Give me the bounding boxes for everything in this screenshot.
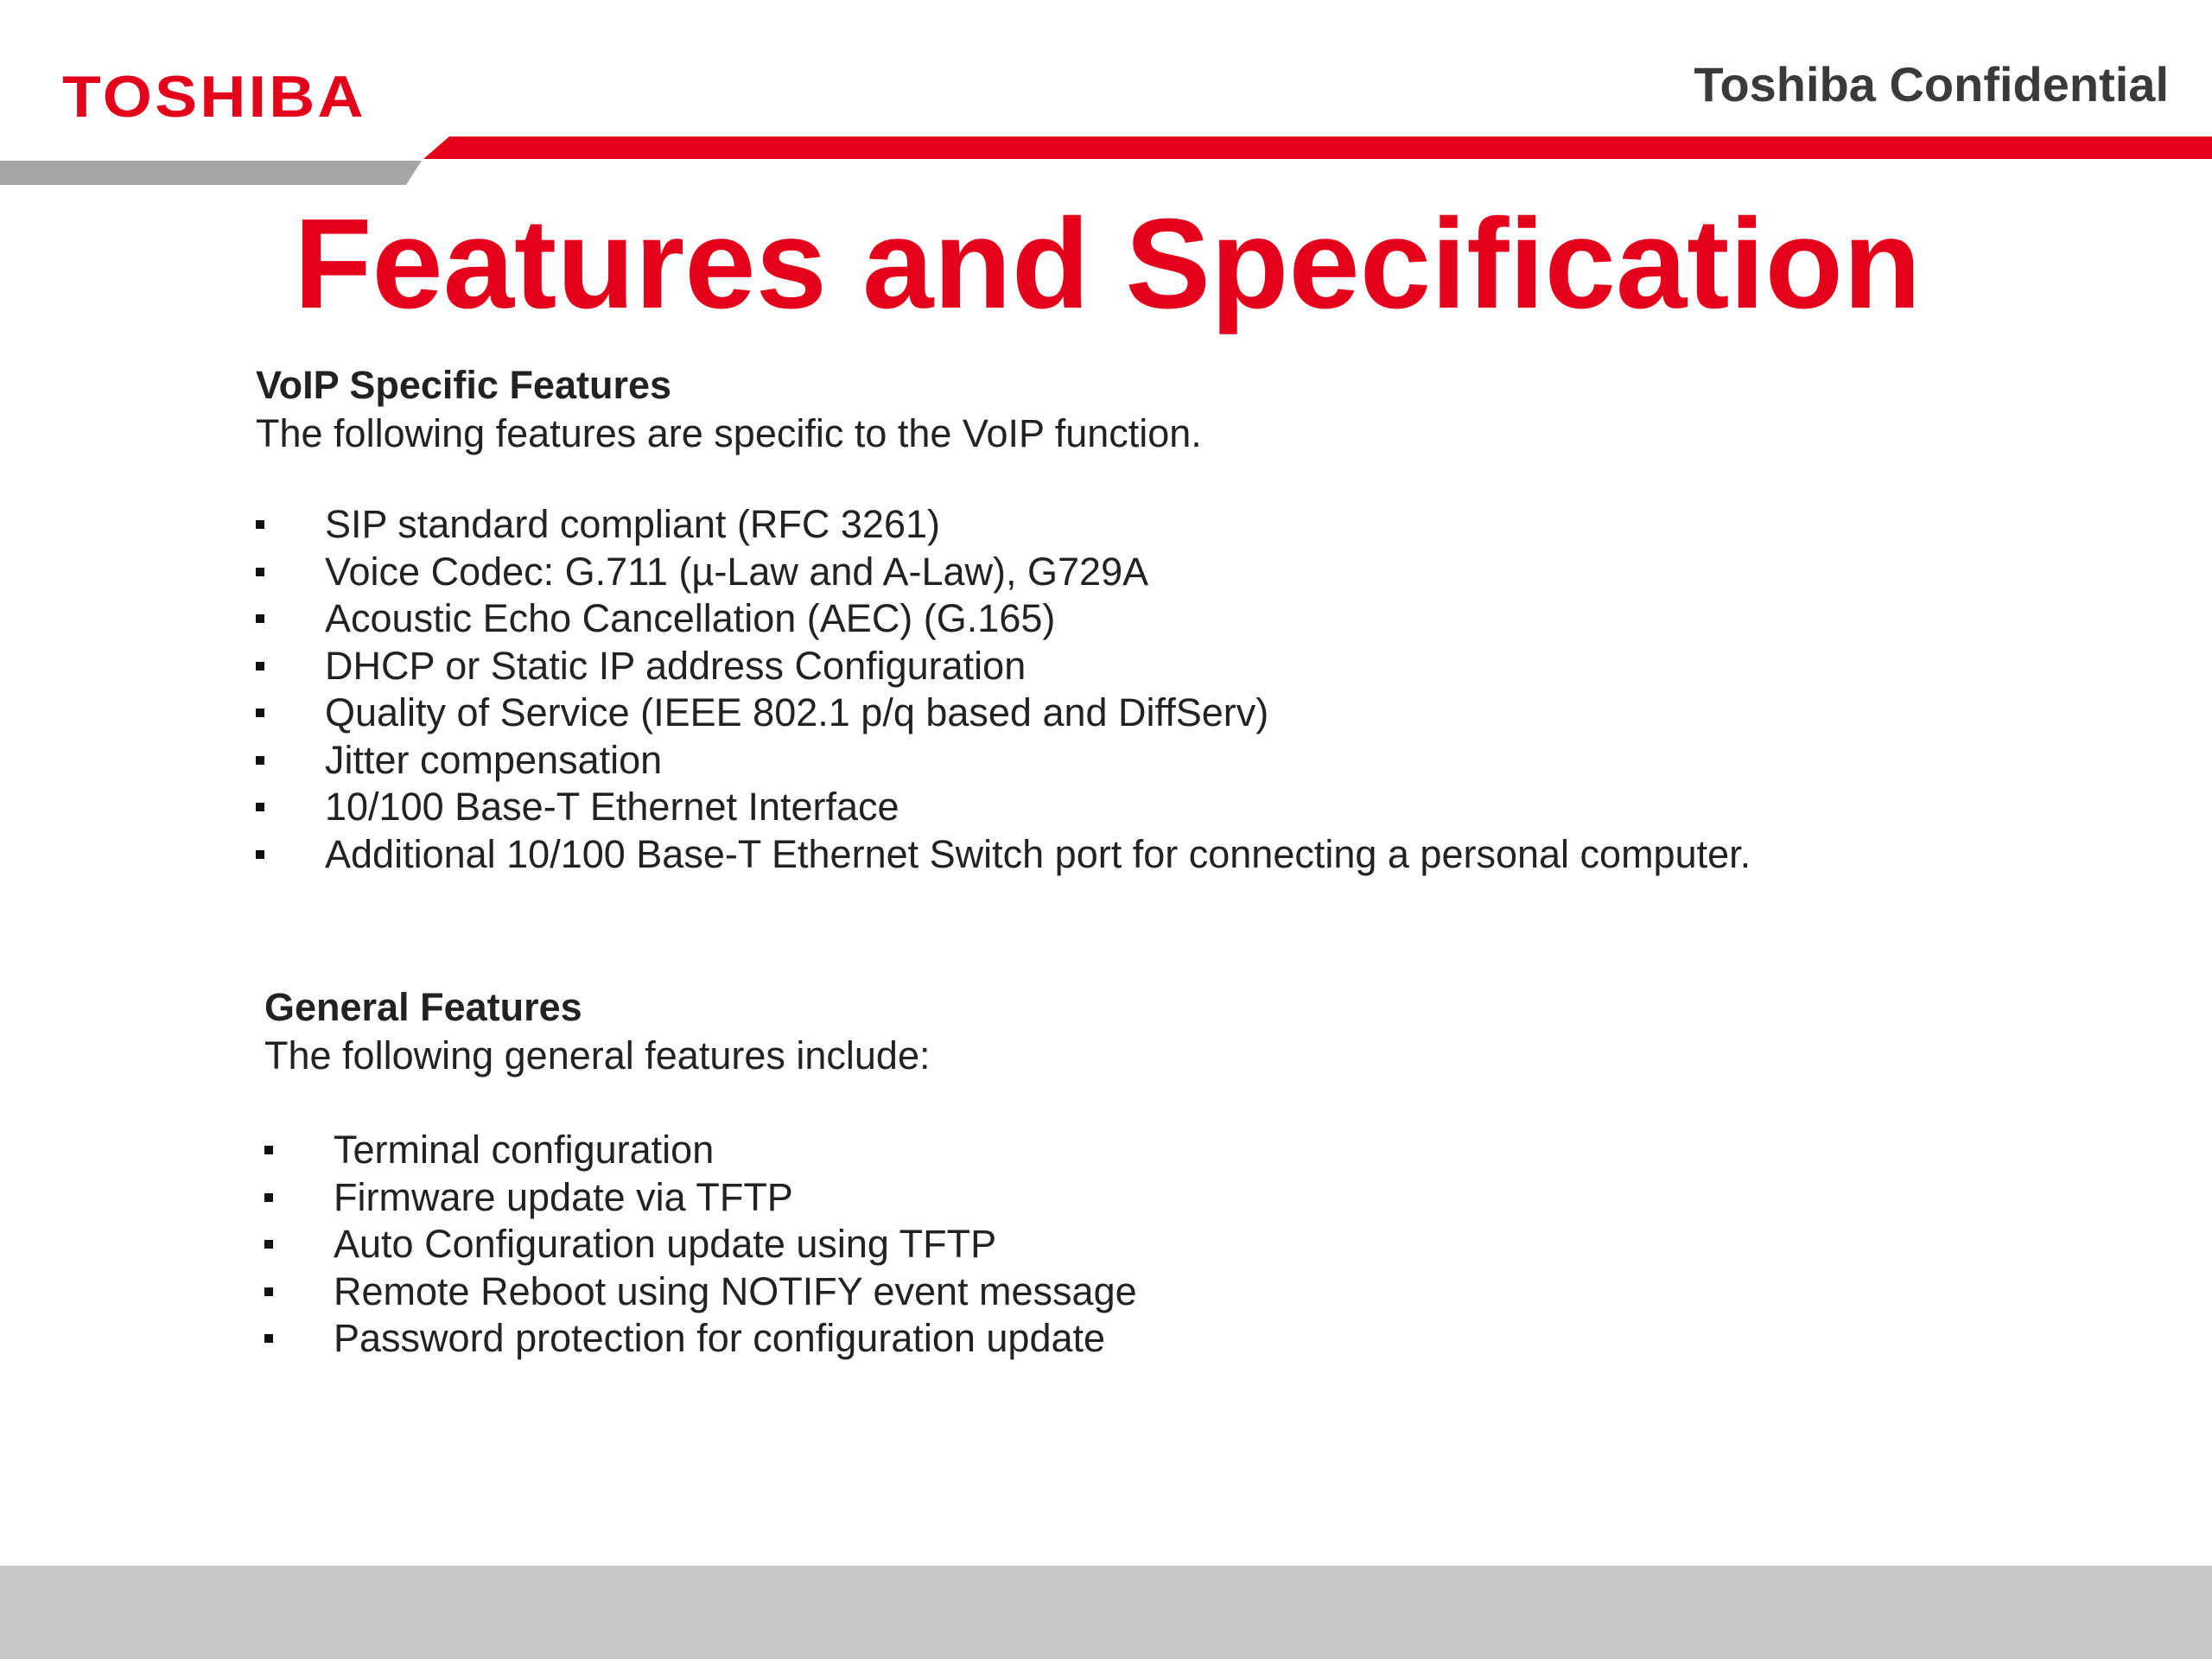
list-item: Voice Codec: G.711 (µ-Law and A-Law), G729A bbox=[256, 549, 1202, 596]
confidential-label: Toshiba Confidential bbox=[1694, 57, 2169, 111]
toshiba-logo: TOSHIBA bbox=[62, 64, 366, 130]
bullet-icon bbox=[264, 1240, 273, 1249]
list-item: Auto Configuration update using TFTP bbox=[264, 1221, 930, 1268]
voip-heading: VoIP Specific Features bbox=[256, 363, 672, 407]
bullet-icon bbox=[256, 662, 264, 671]
voip-feature-list bbox=[256, 501, 1751, 878]
bullet-icon bbox=[264, 1146, 273, 1154]
list-item: DHCP or Static IP address Configuration bbox=[256, 643, 1202, 690]
list-item: SIP standard compliant (RFC 3261) bbox=[256, 501, 1202, 549]
list-item: Acoustic Echo Cancellation (AEC) (G.165) bbox=[256, 595, 1202, 643]
header-divider-bars bbox=[0, 130, 2212, 190]
list-item: Quality of Service (IEEE 802.1 p/q based and DiffServ) bbox=[256, 690, 1202, 737]
bullet-icon bbox=[256, 803, 264, 811]
bullet-icon bbox=[256, 756, 264, 765]
footer-band bbox=[0, 1566, 2212, 1659]
bullet-icon bbox=[264, 1287, 273, 1296]
list-item: Password protection for configuration update bbox=[264, 1315, 930, 1363]
list-item: Firmware update via TFTP bbox=[264, 1174, 930, 1222]
general-features-section bbox=[264, 983, 1137, 1363]
general-feature-list bbox=[264, 1127, 1137, 1363]
gray-bar bbox=[0, 161, 422, 185]
red-bar bbox=[423, 137, 2212, 159]
voip-features-section bbox=[256, 361, 1751, 878]
bullet-icon bbox=[264, 1193, 273, 1202]
list-item: Terminal configuration bbox=[264, 1127, 930, 1174]
bullet-icon bbox=[256, 568, 264, 576]
list-item: Jitter compensation bbox=[256, 737, 1202, 785]
bullet-icon bbox=[256, 709, 264, 717]
page-title: Features and Specification bbox=[294, 193, 1922, 335]
bullet-icon bbox=[256, 614, 264, 623]
general-heading: General Features bbox=[264, 985, 582, 1029]
list-item: Remote Reboot using NOTIFY event message bbox=[264, 1268, 930, 1316]
bullet-icon bbox=[256, 850, 264, 859]
general-intro: The following general features include: bbox=[264, 1033, 931, 1077]
bullet-icon bbox=[256, 520, 264, 529]
bullet-icon bbox=[264, 1334, 273, 1343]
list-item: Additional 10/100 Base-T Ethernet Switch port for connecting a personal computer. bbox=[256, 831, 1202, 879]
list-item: 10/100 Base-T Ethernet Interface bbox=[256, 784, 1202, 831]
voip-intro: The following features are specific to the VoIP function. bbox=[256, 411, 1202, 455]
